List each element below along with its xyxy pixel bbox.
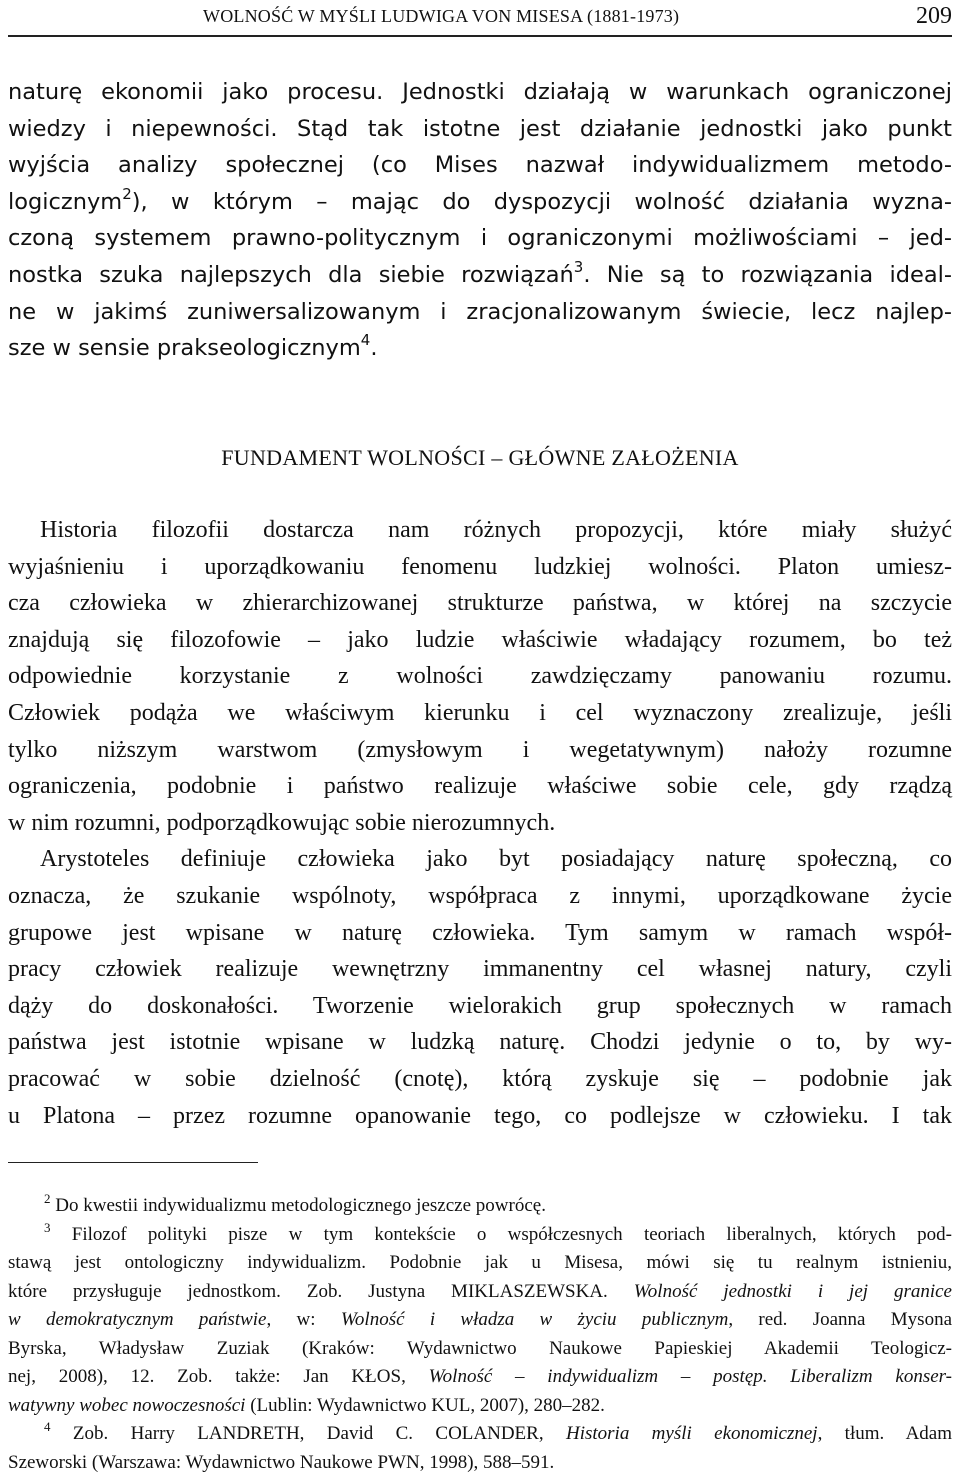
footnote-fragment: które przysługuje jednostkom. Zob. Justyna M (8, 1280, 468, 1302)
footnote-line: Szeworski (Warszawa: Wydawnictwo Naukowe PWN, 1998), 588–591. (8, 1451, 555, 1473)
text-line: cza człowieka w zhierarchizowanej strukturze państwa, w której na szczycie (8, 590, 952, 617)
author-surname: IKLASZEWSKA (467, 1280, 604, 1302)
text-line: u Platona – przez rozumne opanowanie tego, co podlejsze w człowieku. I tak (8, 1102, 952, 1129)
book-title: w demokratycznym państwie (8, 1309, 267, 1330)
text-line: wiedzy i niepewności. Stąd tak istotne jest działanie jednostki jako punkt (8, 115, 952, 142)
footnote-fragment: (Lublin: Wydawnictwo KUL, 2007), 280–282. (245, 1394, 605, 1416)
running-head: WOLNOŚĆ W MYŚLI LUDWIGA VON MISESA (1881-1973) (203, 6, 680, 26)
text-line: Człowiek podąża we właściwym kierunku i cel wyznaczony zrealizuje, jeśli (8, 699, 952, 726)
text-line: Historia filozofii dostarcza nam różnych propozycji, które miały służyć (40, 517, 952, 543)
text-line: ne w jakimś zuniwersalizowanym i zracjonalizowanym świecie, lecz najlep- (8, 298, 952, 325)
footnote-line: Byrska, Władysław Zuziak (Kraków: Wydawnictwo Naukowe Papieskiej Akademii Teologicz- (8, 1337, 952, 1359)
footnote-fragment: nej, 2008), 12. Zob. także: Jan K (8, 1366, 366, 1387)
footnote-line (8, 1306, 952, 1335)
text-line: państwa jest istotnie wpisane w ludzką naturę. Chodzi jedynie o to, by wy- (8, 1029, 952, 1056)
main-text (8, 512, 952, 1134)
book-title: Wolność jednostki i jej granice (633, 1280, 952, 1302)
text-line: wyjaśnieniu i uporządkowaniu fenomenu ludzkiej wolności. Platon umiesz- (8, 553, 952, 580)
footnote-3 (8, 1221, 952, 1250)
text-line: ograniczenia, podobnie i państwo realizuje właściwe sobie cele, gdy rządzą (8, 773, 952, 800)
footnote-line (8, 1278, 952, 1307)
text-line: w nim rozumni, podporządkowując sobie nierozumnych. (8, 809, 556, 836)
footnote-fragment: , w: (266, 1309, 341, 1330)
text-fragment: ), w którym – mając do dyspozycji wolność działania wyzna- (131, 188, 952, 215)
footnote-fragment: , David C. C (299, 1423, 449, 1444)
text-line: czoną systemem prawno-politycznym i ograniczonymi możliwościami – jed- (8, 225, 952, 252)
section-heading: FUNDAMENT WOLNOŚCI – GŁÓWNE ZAŁOŻENIA (221, 445, 739, 470)
text-line: Arystoteles definiuje człowieka jako byt posiadający naturę społeczną, co (40, 846, 952, 873)
footnote-fragment: . (603, 1280, 634, 1302)
text-line: naturę ekonomii jako procesu. Jednostki działają w warunkach ograniczonej (8, 79, 952, 105)
footnote-rule (8, 1162, 258, 1163)
book-title: Wolność – indywidualizm – postęp. Liberalizm konser- (428, 1366, 952, 1387)
footnote-number: 2 (44, 1191, 51, 1206)
book-title: Wolność i władza w życiu publicznym (340, 1309, 729, 1330)
footnote-number: 3 (44, 1219, 51, 1235)
footnote-fragment: , red. Joanna Mysona (728, 1309, 952, 1330)
text-fragment: logicznym (8, 188, 123, 215)
text-line: wyjścia analizy społecznej (co Mises nazwał indywidualizmem metodo- (8, 152, 952, 179)
text-fragment: nostka szuka najlepszych dla siebie rozwiązań (8, 261, 574, 288)
page-header (8, 4, 952, 30)
text-fragment: . (370, 335, 378, 362)
text-line (8, 257, 952, 294)
footnote-fragment: , (538, 1423, 566, 1444)
footnote-line: stawą jest ontologiczny indywidualizm. Podobnie jak u Misesa, mówi się tu realnym istnieniu, (8, 1252, 952, 1273)
footnote-line (8, 1363, 952, 1392)
footnote-ref: 3 (573, 257, 584, 276)
opening-paragraph (8, 74, 952, 367)
footnote-fragment: , (401, 1366, 429, 1387)
footnote-2 (8, 1192, 952, 1221)
text-fragment: sze w sensie prakseologicznym (8, 335, 361, 362)
footnote-number: 4 (44, 1419, 51, 1434)
text-line: pracować w sobie dzielność (cnotę), którą zyskuje się – podobnie jak (8, 1065, 952, 1092)
text-fragment: . Nie są to rozwiązania ideal- (583, 261, 952, 288)
author-surname: ANDRETH (208, 1423, 300, 1444)
text-line (8, 184, 952, 221)
header-rule (8, 35, 952, 37)
footnote-line (8, 1392, 952, 1421)
text-line: pracy człowiek realizuje wewnętrzny immanentny cel własnej natury, czyli (8, 956, 952, 983)
page-number: 209 (916, 3, 952, 29)
footnote-fragment: , tłum. Adam (817, 1423, 953, 1444)
footnote-ref: 2 (122, 184, 132, 203)
author-surname: ŁOS (365, 1366, 402, 1387)
text-line: tylko niższym warstwom (zmysłowym i wegetatywnym) nałoży rozumne (8, 736, 952, 763)
book-title: Historia myśli ekonomicznej (565, 1423, 818, 1444)
text-line: dąży do doskonałości. Tworzenie wielorakich grup społecznych w ramach (8, 992, 952, 1019)
text-line (8, 330, 952, 367)
text-line: grupowe jest wpisane w naturę człowieka. Tym samym w ramach współ- (8, 919, 952, 946)
footnote-text: Filozof polityki pisze w tym kontekście o współczesnych teoriach liberalnych, których pod- (71, 1223, 952, 1245)
footnote-fragment: Zob. Harry L (72, 1423, 209, 1444)
author-surname: OLANDER (448, 1423, 539, 1444)
text-line: odpowiednie korzystanie z wolności zawdzięczamy panowaniu rozumu. (8, 663, 952, 690)
footnote-ref: 4 (360, 331, 371, 350)
book-title: watywny wobec nowoczesności (8, 1394, 246, 1416)
footnotes (8, 1192, 952, 1477)
footnote-text: Do kwestii indywidualizmu metodologicznego jeszcze powrócę. (55, 1195, 546, 1216)
text-line: znajdują się filozofowie – jako ludzie właściwie władający rozumem, bo też (8, 626, 952, 653)
text-line: oznacza, że szukanie wspólnoty, współpraca z innymi, uporządkowane życie (8, 882, 952, 909)
footnote-4 (8, 1420, 952, 1449)
